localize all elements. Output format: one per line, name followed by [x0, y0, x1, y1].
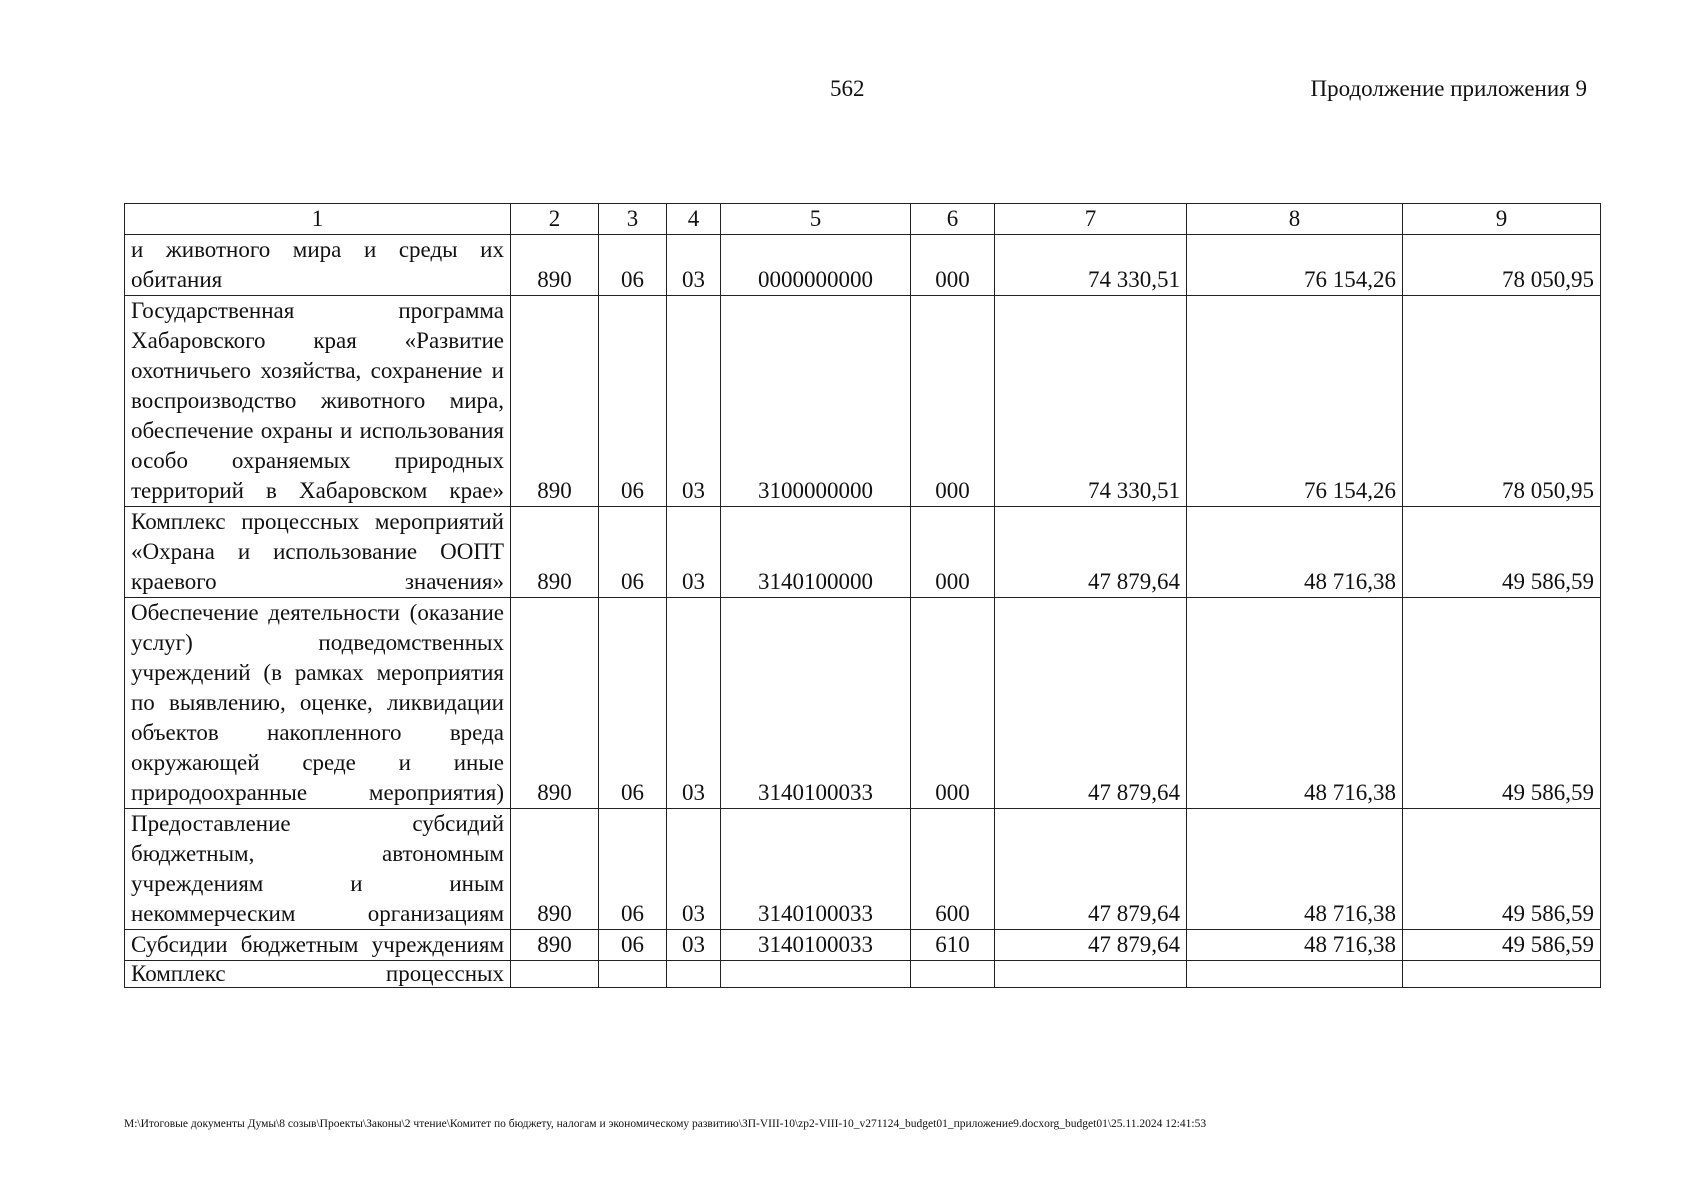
page-number: 562 [830, 76, 865, 101]
cell-section: 06 [599, 809, 667, 930]
cell-code: 890 [511, 809, 599, 930]
cell-section: 06 [599, 930, 667, 961]
cell-expense-type: 000 [911, 235, 995, 296]
cell-subsection: 03 [667, 235, 721, 296]
cell-section [599, 961, 667, 988]
cell-amount: 78 050,95 [1403, 296, 1601, 507]
cell-subsection: 03 [667, 507, 721, 598]
cell-subsection: 03 [667, 296, 721, 507]
cell-amount [1403, 961, 1601, 988]
cell-section: 06 [599, 235, 667, 296]
cell-amount [1187, 961, 1403, 988]
cell-expense-type: 610 [911, 930, 995, 961]
cell-amount: 74 330,51 [995, 296, 1187, 507]
cell-code: 890 [511, 930, 599, 961]
cell-subsection: 03 [667, 930, 721, 961]
row-name: Государственная программа Хабаровского края «Развитие охотничьего хозяйства, сохранение и воспроизводство животного мира, обеспечение охраны и использования особо охраняемых природных территорий в Хабаровском крае» [125, 296, 511, 507]
cell-amount: 48 716,38 [1187, 598, 1403, 809]
row-name: Обеспечение деятельности (оказание услуг) подведомственных учреждений (в рамках мероприятия по выявлению, оценке, ликвидации объектов накопленного вреда окружающей среде и иные природоохранные мероприятия) [125, 598, 511, 809]
column-header: 4 [667, 204, 721, 235]
table-row [125, 961, 1601, 988]
cell-amount [995, 961, 1187, 988]
cell-expense-type: 000 [911, 296, 995, 507]
cell-code: 890 [511, 296, 599, 507]
table-row [125, 296, 1601, 507]
cell-amount: 78 050,95 [1403, 235, 1601, 296]
cell-code: 890 [511, 507, 599, 598]
appendix-note: Продолжение приложения 9 [1310, 76, 1587, 101]
row-name: Комплекс процессных мероприятий «Охрана и использование ООПТ краевого значения» [125, 507, 511, 598]
cell-subsection [667, 961, 721, 988]
cell-amount: 47 879,64 [995, 598, 1187, 809]
row-name: и животного мира и среды их обитания [125, 235, 511, 296]
column-header: 2 [511, 204, 599, 235]
cell-code: 890 [511, 235, 599, 296]
row-name: Предоставление субсидий бюджетным, автономным учреждениям и иным некоммерческим организациям [125, 809, 511, 930]
cell-target-article: 3140100000 [721, 507, 911, 598]
cell-expense-type [911, 961, 995, 988]
cell-amount: 48 716,38 [1187, 809, 1403, 930]
cell-expense-type: 000 [911, 507, 995, 598]
cell-amount: 49 586,59 [1403, 809, 1601, 930]
column-header: 3 [599, 204, 667, 235]
column-header: 9 [1403, 204, 1601, 235]
table-row [125, 507, 1601, 598]
cell-amount: 49 586,59 [1403, 930, 1601, 961]
cell-target-article: 3140100033 [721, 809, 911, 930]
table-row [125, 598, 1601, 809]
cell-section: 06 [599, 598, 667, 809]
row-name: Комплекс процессных [125, 961, 511, 988]
cell-target-article: 3140100033 [721, 598, 911, 809]
cell-amount: 47 879,64 [995, 809, 1187, 930]
column-header: 7 [995, 204, 1187, 235]
cell-target-article: 0000000000 [721, 235, 911, 296]
cell-amount: 76 154,26 [1187, 296, 1403, 507]
cell-amount: 74 330,51 [995, 235, 1187, 296]
cell-code [511, 961, 599, 988]
cell-subsection: 03 [667, 809, 721, 930]
table-row [125, 235, 1601, 296]
cell-section: 06 [599, 296, 667, 507]
cell-target-article [721, 961, 911, 988]
cell-expense-type: 000 [911, 598, 995, 809]
column-header: 1 [125, 204, 511, 235]
row-name: Субсидии бюджетным учреждениям [125, 930, 511, 961]
cell-section: 06 [599, 507, 667, 598]
cell-target-article: 3100000000 [721, 296, 911, 507]
cell-amount: 47 879,64 [995, 507, 1187, 598]
table-row [125, 930, 1601, 961]
cell-amount: 76 154,26 [1187, 235, 1403, 296]
column-header: 8 [1187, 204, 1403, 235]
cell-code: 890 [511, 598, 599, 809]
cell-subsection: 03 [667, 598, 721, 809]
column-numbers-row [125, 204, 1601, 235]
footer-file-path: M:\Итоговые документы Думы\8 созыв\Проекты\Законы\2 чтение\Комитет по бюджету, налогам и экономическому развитию\ЗП-VIII-10\zp2-VIII-10_v271124_budget01_приложение9.docxorg_budget01\25.11.2024 12:41:53 [124, 1118, 1207, 1130]
column-header: 6 [911, 204, 995, 235]
column-header: 5 [721, 204, 911, 235]
cell-amount: 49 586,59 [1403, 507, 1601, 598]
cell-amount: 48 716,38 [1187, 930, 1403, 961]
cell-amount: 49 586,59 [1403, 598, 1601, 809]
cell-expense-type: 600 [911, 809, 995, 930]
cell-target-article: 3140100033 [721, 930, 911, 961]
budget-table [124, 203, 1601, 988]
cell-amount: 47 879,64 [995, 930, 1187, 961]
table-row [125, 809, 1601, 930]
cell-amount: 48 716,38 [1187, 507, 1403, 598]
